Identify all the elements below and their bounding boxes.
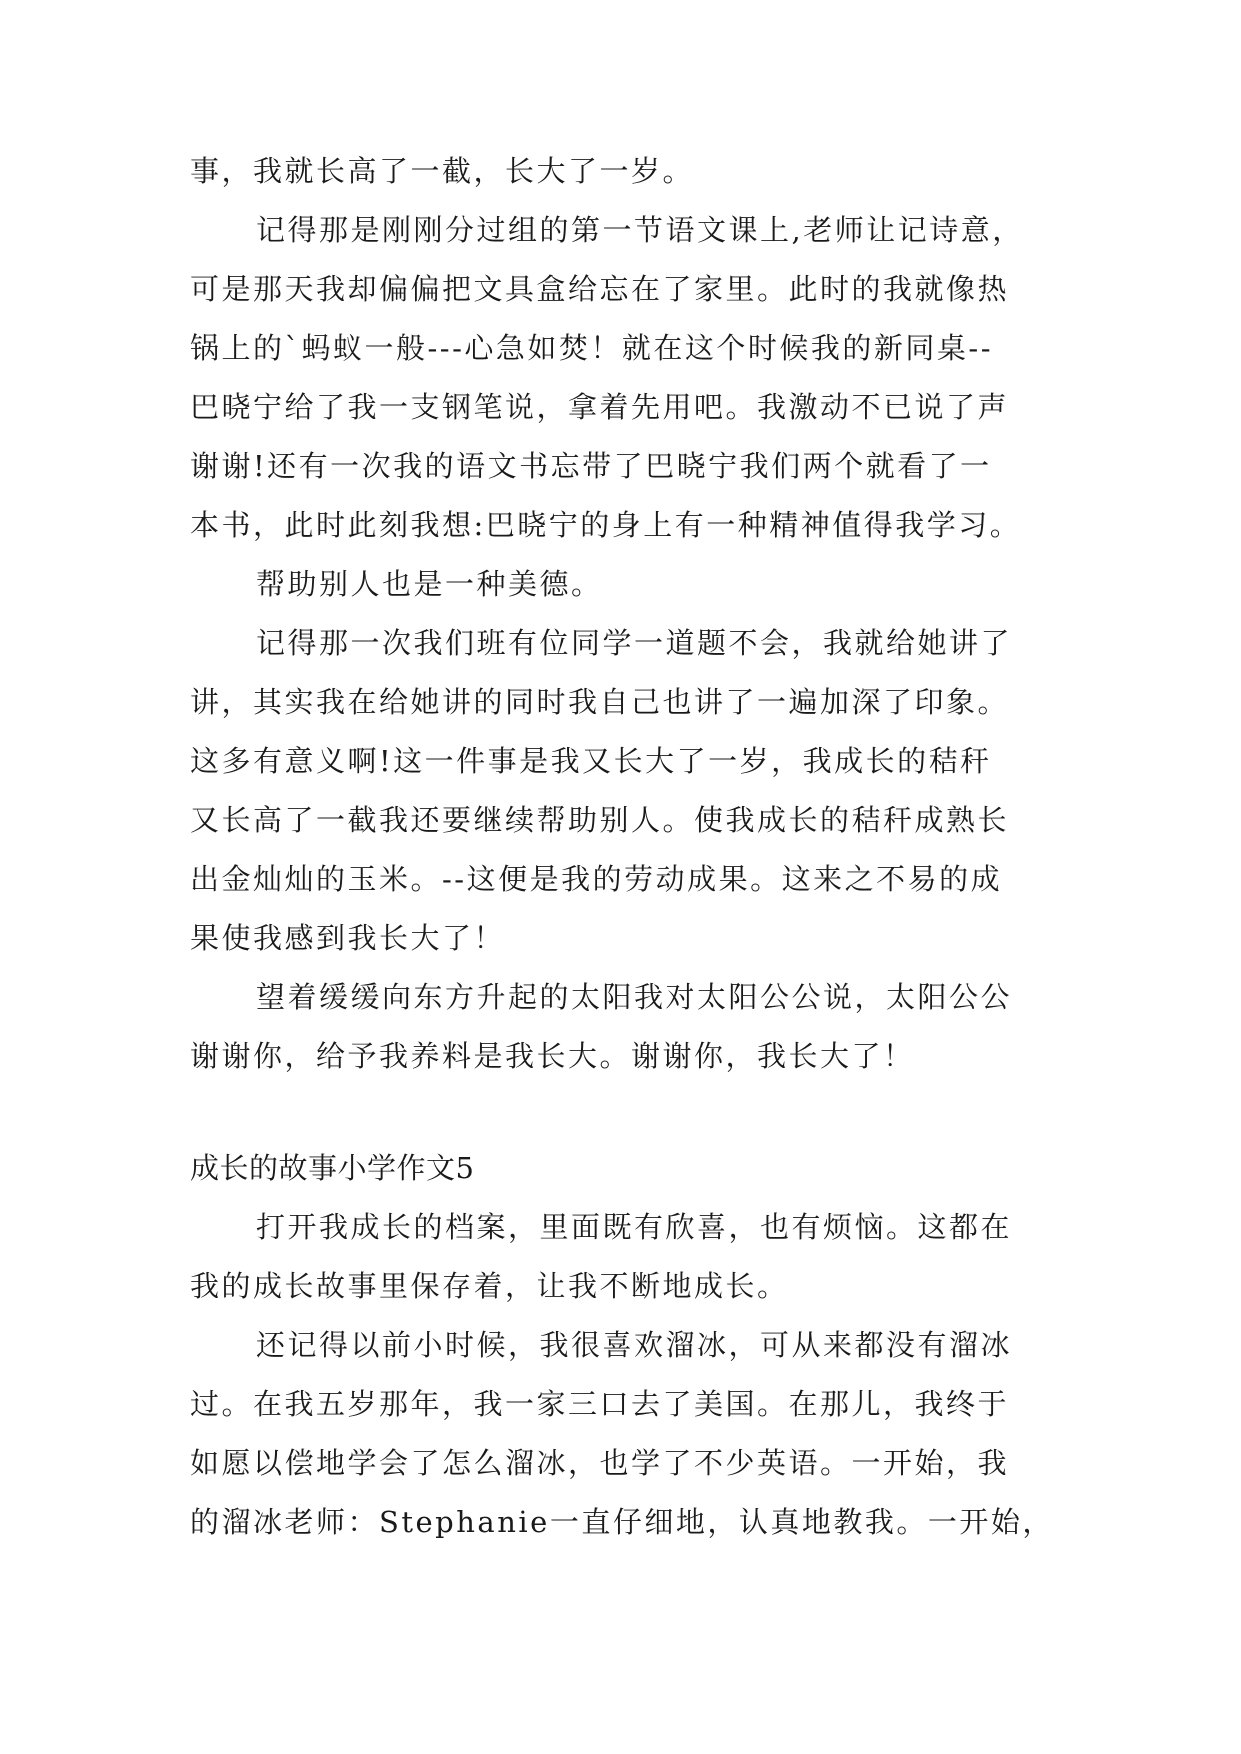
paragraph-first-line: 记得那是刚刚分过组的第一节语文课上,老师让记诗意， [256,213,1024,247]
text-line: 事，我就长高了一截，长大了一岁。 [190,154,695,188]
text-line: 谢谢你，给予我养料是我长大。谢谢你，我长大了！ [190,1039,915,1073]
paragraph-first-line: 还记得以前小时候，我很喜欢溜冰，可从来都没有溜冰 [256,1328,1013,1362]
paragraph-first-line: 望着缓缓向东方升起的太阳我对太阳公公说，太阳公公 [256,980,1013,1014]
text-line: 我的成长故事里保存着，让我不断地成长。 [190,1269,789,1303]
text-line: 如愿以偿地学会了怎么溜冰，也学了不少英语。一开始，我 [190,1446,1010,1480]
paragraph-first-line: 帮助别人也是一种美德。 [256,567,603,601]
text-line: 锅上的`蚂蚁一般---心急如焚！就在这个时候我的新同桌-- [190,331,993,365]
text-line: 出金灿灿的玉米。--这便是我的劳动成果。这来之不易的成 [190,862,1003,896]
text-line: 本书，此时此刻我想:巴晓宁的身上有一种精神值得我学习。 [190,508,1022,542]
paragraph-first-line: 打开我成长的档案，里面既有欣喜，也有烦恼。这都在 [256,1210,1013,1244]
text-line: 又长高了一截我还要继续帮助别人。使我成长的秸秆成熟长 [190,803,1010,837]
text-line: 谢谢!还有一次我的语文书忘带了巴晓宁我们两个就看了一 [190,449,992,483]
text-line: 可是那天我却偏偏把文具盒给忘在了家里。此时的我就像热 [190,272,1010,306]
text-line: 的溜冰老师：Stephanie一直仔细地，认真地教我。一开始， [190,1505,1054,1539]
text-line: 讲，其实我在给她讲的同时我自己也讲了一遍加深了印象。 [190,685,1010,719]
text-line: 果使我感到我长大了！ [190,921,506,955]
section-heading: 成长的故事小学作文5 [190,1151,475,1185]
text-line: 这多有意义啊!这一件事是我又长大了一岁，我成长的秸秆 [190,744,992,778]
text-line: 过。在我五岁那年，我一家三口去了美国。在那儿，我终于 [190,1387,1010,1421]
text-line: 巴晓宁给了我一支钢笔说，拿着先用吧。我激动不已说了声 [190,390,1010,424]
paragraph-first-line: 记得那一次我们班有位同学一道题不会，我就给她讲了 [256,626,1013,660]
